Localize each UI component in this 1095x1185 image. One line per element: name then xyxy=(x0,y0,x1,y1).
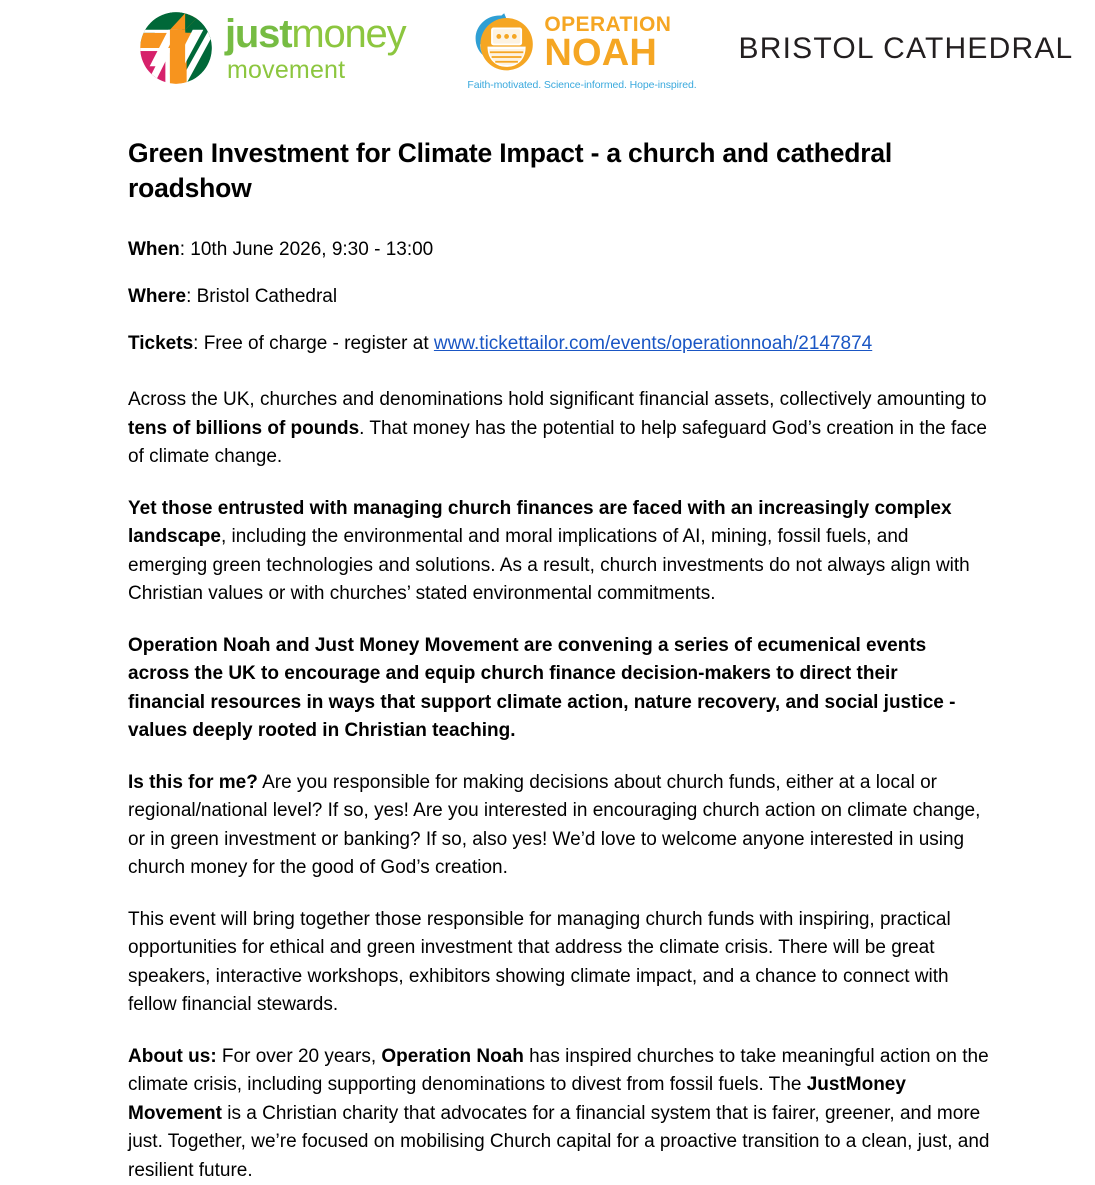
jmm-word-just: just xyxy=(225,11,292,56)
p4-heading: Is this for me? xyxy=(128,771,258,793)
just-money-movement-wordmark xyxy=(225,11,406,84)
p1-emphasis: tens of billions of pounds xyxy=(128,417,360,439)
detail-where xyxy=(128,283,995,311)
paragraph-complex-landscape xyxy=(128,495,990,609)
detail-tickets xyxy=(128,330,995,358)
p6-part-b: For over 20 years, xyxy=(216,1045,382,1067)
p6-operation-noah: Operation Noah xyxy=(381,1045,524,1067)
detail-when xyxy=(128,236,995,264)
where-value: : Bristol Cathedral xyxy=(186,286,338,308)
p1-part-a: Across the UK, churches and denominations hold significant financial assets, collectively amounting to xyxy=(128,389,987,411)
paragraph-convening: Operation Noah and Just Money Movement are convening a series of ecumenical events across the UK to encourage and equip church finance decision-makers to direct their financial resources in ways that support climate action, nature recovery, and social justice - values deeply rooted in Christian teaching. xyxy=(128,634,956,742)
bristol-cathedral-logo: BRISTOL CATHEDRAL xyxy=(738,32,1074,65)
p6-part-d: has inspired churches to take meaningful action on the climate crisis, including supporting denominations to divest from fossil fuels. The xyxy=(128,1045,989,1096)
paragraph-is-this-for-me xyxy=(128,769,990,883)
paragraph-assets xyxy=(128,386,990,472)
where-label: Where xyxy=(128,286,187,308)
when-value: : 10th June 2026, 9:30 - 13:00 xyxy=(179,239,434,261)
p2-emphasis: Yet those entrusted with managing church finances are faced with an increasingly complex landscape xyxy=(128,497,952,548)
p6-justmoney: JustMoney Movement xyxy=(128,1074,906,1124)
when-label: When xyxy=(128,239,180,261)
operation-noah-wordmark xyxy=(544,12,672,74)
p4-part-b: Are you responsible for making decisions about church funds, either at a local or regional/national level? If so, yes! Are you interested in encouraging church action on climate change, or in green investment or banking? If so, also yes! We’d love to welcome anyone interested in using church money for the good of God’s creation. xyxy=(128,771,981,879)
page-title: Green Investment for Climate Impact - a church and cathedral roadshow xyxy=(128,138,893,204)
jmm-word-movement: movement xyxy=(227,55,346,84)
document-body xyxy=(0,136,995,1185)
operation-noah-logo xyxy=(467,12,696,91)
p2-part-b: , including the environmental and moral implications of AI, mining, fossil fuels, and emerging green technologies and solutions. As a result, church investments do not always align with Christian values or with churches’ stated environmental commitments. xyxy=(128,526,970,605)
paragraph-event-description: This event will bring together those responsible for managing church funds with inspiring, practical opportunities for ethical and green investment that address the climate crisis. There will be great speakers, interactive workshops, exhibitors showing climate impact, and a chance to connect with fellow financial stewards. xyxy=(128,908,951,1016)
p6-part-f: is a Christian charity that advocates for a financial system that is fairer, greener, and more just. Together, we’re focused on mobilising Church capital for a proactive transition to a clean, just, and resilient future. xyxy=(128,1102,990,1181)
tickets-label: Tickets xyxy=(128,332,194,354)
logo-band xyxy=(0,0,1095,100)
on-word-operation: OPERATION xyxy=(544,12,672,36)
event-details xyxy=(128,236,995,357)
tickets-value: : Free of charge - register at xyxy=(193,332,434,354)
just-money-movement-logo-mark xyxy=(138,10,214,86)
p1-part-c: . That money has the potential to help safeguard God’s creation in the face of climate change. xyxy=(128,417,987,468)
paragraph-about-us xyxy=(128,1043,990,1185)
operation-noah-ark-logo-mark xyxy=(467,12,539,74)
p6-heading: About us: xyxy=(128,1045,217,1067)
jmm-word-money: money xyxy=(291,11,406,56)
just-money-movement-logo xyxy=(138,10,405,86)
ticket-registration-link[interactable]: www.tickettailor.com/events/operationnoah/2147874 xyxy=(433,332,873,354)
operation-noah-tagline: Faith-motivated. Science-informed. Hope-inspired. xyxy=(467,79,697,91)
on-word-noah: NOAH xyxy=(544,31,658,74)
